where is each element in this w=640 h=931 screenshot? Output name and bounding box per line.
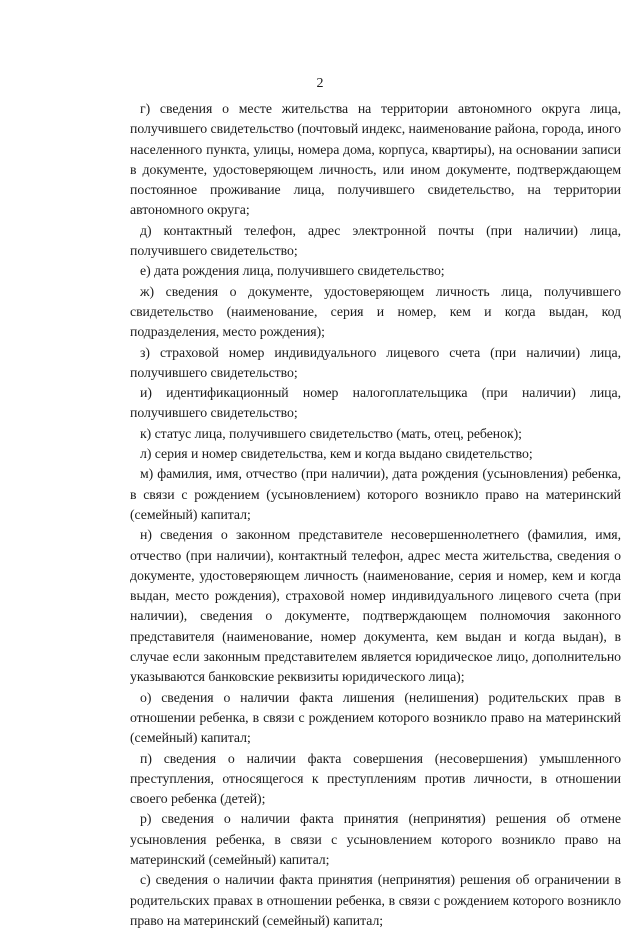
list-item-e: е) дата рождения лица, получившего свидетельство; xyxy=(140,263,445,279)
list-item-p: п) сведения о наличии факта совершения (несовершения) умышленного преступления, относящегося к преступлениям против личности, в отношении своего ребенка (детей); xyxy=(130,750,621,807)
list-item-z: з) страховой номер индивидуального лицевого счета (при наличии) лица, получившего свидетельство; xyxy=(130,344,621,380)
list-item-m: м) фамилия, имя, отчество (при наличии), дата рождения (усыновления) ребенка, в связи с рождением (усыновлением) которого возникло право на материнский (семейный) капитал; xyxy=(130,466,621,522)
list-item-i: и) идентификационный номер налогоплательщика (при наличии) лица, получившего свидетельство; xyxy=(130,385,621,421)
list-item-d: д) контактный телефон, адрес электронной почты (при наличии) лица, получившего свидетельство; xyxy=(130,222,621,259)
list-item-zh: ж) сведения о документе, удостоверяющем личность лица, получившего свидетельство (наименование, серия и номер, кем и когда выдан, код подразделения, место рождения); xyxy=(130,283,621,340)
list-item-l: л) серия и номер свидетельства, кем и когда выдано свидетельство; xyxy=(140,446,533,462)
list-item-k: к) статус лица, получившего свидетельство (мать, отец, ребенок); xyxy=(140,425,522,441)
document-body xyxy=(130,99,621,931)
list-item-s: с) сведения о наличии факта принятия (непринятия) решения об ограничении в родительских правах в отношении ребенка, в связи с рождением которого возникло право на материнский (семейный) капитал; xyxy=(130,872,621,928)
list-item-r: р) сведения о наличии факта принятия (непринятия) решения об отмене усыновления ребенка, в связи с усыновлением которого возникло право на материнский (семейный) капитал; xyxy=(130,811,621,867)
list-item-g: г) сведения о месте жительства на территории автономного округа лица, получившего свидетельство (почтовый индекс, наименование района, города, иного населенного пункта, улицы, номера дома, корпуса, квартиры), на основании записи в документе, удостоверяющем личность, или ином документе, подтверждающем постоянное проживание лица, получившего свидетельство, на территории автономного округа; xyxy=(130,101,621,218)
list-item-n: н) сведения о законном представителе несовершеннолетнего (фамилия, имя, отчество (при наличии), контактный телефон, адрес места жительства, сведения о документе, удостоверяющем личность (наименование, серия и номер, кем и когда выдан, место рождения), страховой номер индивидуального лицевого счета (при наличии), сведения о документе, подтверждающем полномочия законного представителя (наименование, номер документа, кем выдан и когда выдан), в случае если законным представителем является юридическое лицо, дополнительно указываются банковские реквизиты юридического лица); xyxy=(130,527,621,685)
list-item-o: о) сведения о наличии факта лишения (нелишения) родительских прав в отношении ребенка, в связи с рождением которого возникло право на материнский (семейный) капитал; xyxy=(130,689,621,746)
page-number: 2 xyxy=(316,76,324,91)
